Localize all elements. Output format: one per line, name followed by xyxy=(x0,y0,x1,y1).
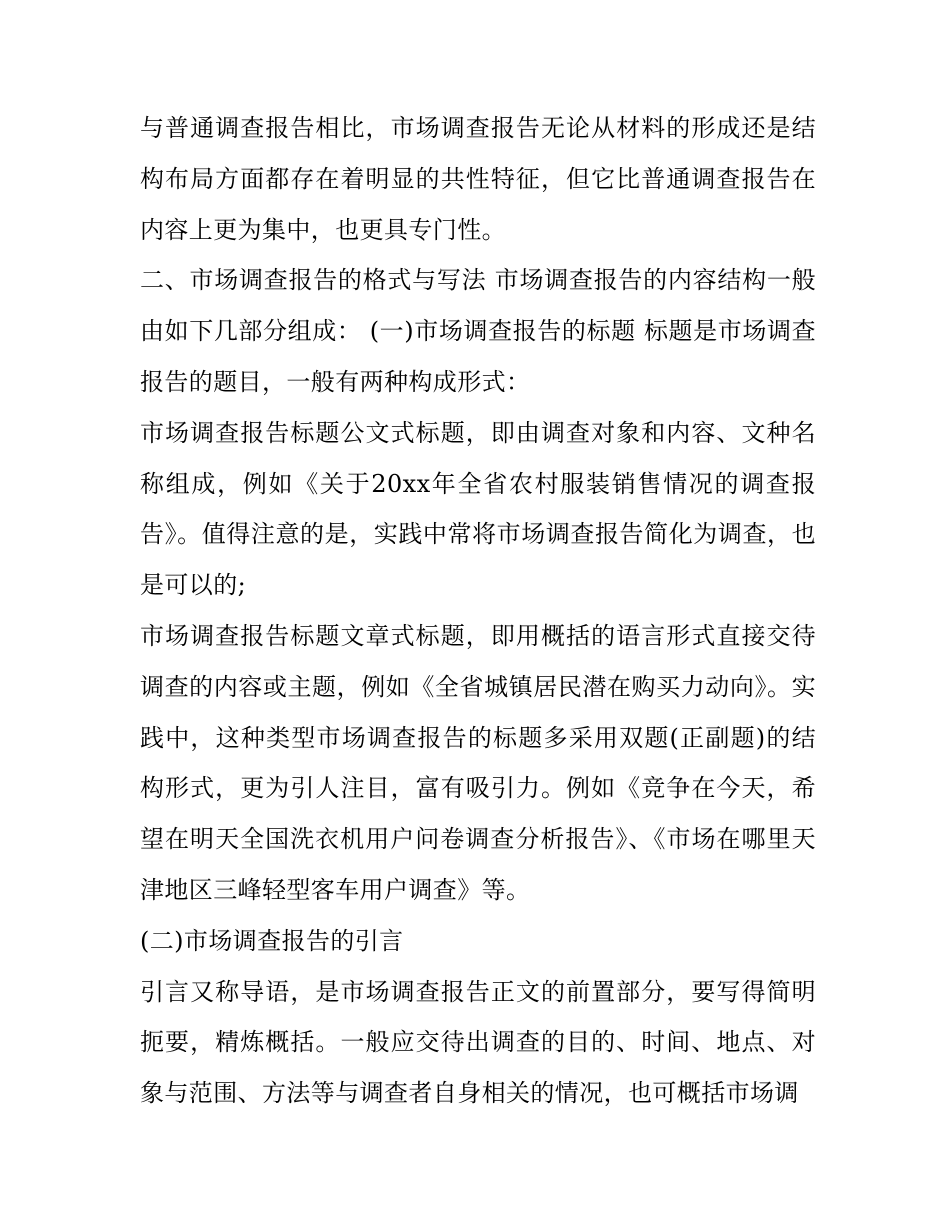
paragraph-comparison: 与普通调查报告相比，市场调查报告无论从材料的形成还是结构布局方面都存在着明显的共性特征，但它比普通调查报告在内容上更为集中，也更具专门性。 xyxy=(140,114,816,244)
document-body xyxy=(140,103,816,1119)
paragraph-format-intro: 二、市场调查报告的格式与写法 市场调查报告的内容结构一般由如下几部分组成： (一)市场调查报告的标题 标题是市场调查报告的题目，一般有两种构成形式： xyxy=(140,266,816,396)
paragraph-introduction: 引言又称导语，是市场调查报告正文的前置部分，要写得简明扼要，精炼概括。一般应交待出调查的目的、时间、地点、对象与范围、方法等与调查者自身相关的情况，也可概括市场调 xyxy=(140,977,816,1108)
paragraph-article-title: 市场调查报告标题文章式标题，即用概括的语言形式直接交待调查的内容或主题，例如《全省城镇居民潜在购买力动向》。实践中，这种类型市场调查报告的标题多采用双题(正副题)的结构形式，更为引人注目，富有吸引力。例如《竞争在今天，希望在明天全国洗衣机用户问卷调查分析报告》、《市场在哪里天津地区三峰轻型客车用户调查》等。 xyxy=(140,621,816,904)
paragraph-official-title: 市场调查报告标题公文式标题，即由调查对象和内容、文种名称组成，例如《关于20xx年全省农村服装销售情况的调查报告》。值得注意的是，实践中常将市场调查报告简化为调查，也是可以的; xyxy=(140,418,816,600)
section-heading-introduction: (二)市场调查报告的引言 xyxy=(140,926,404,955)
